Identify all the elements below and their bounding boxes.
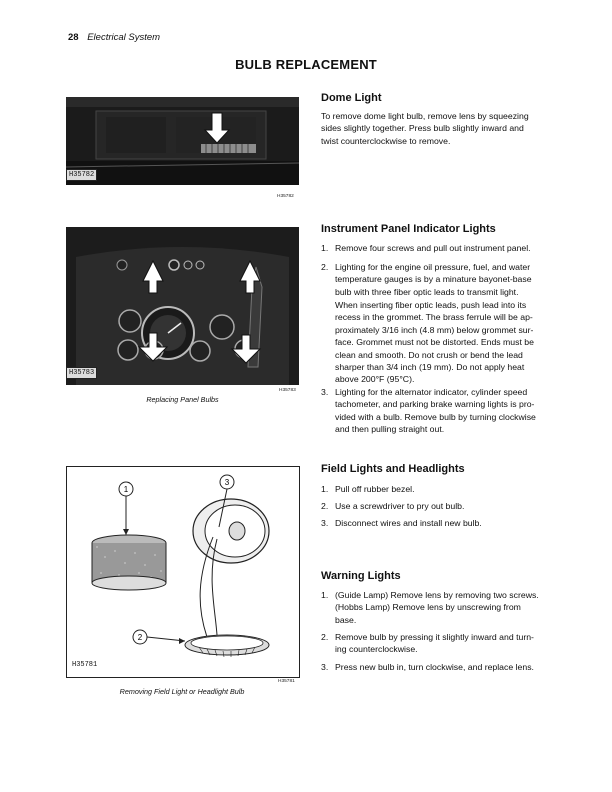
figure-id: H35782 (277, 194, 294, 199)
running-header (68, 32, 160, 43)
figure-badge: H35781 (72, 661, 98, 669)
figure-caption: Replacing Panel Bulbs (146, 395, 219, 404)
callout-2: 2 (137, 633, 143, 642)
note-line: face. Grommet must not be distorted. Ends must be (335, 337, 534, 348)
item-line: vided with a bulb. Remove bulb by turning clockwise (335, 411, 536, 422)
dome-light-illustration (66, 97, 299, 185)
headlight-illustration (67, 467, 299, 677)
figure-id: H35781 (278, 679, 295, 684)
instrument-heading: Instrument Panel Indicator Lights (321, 223, 496, 235)
figure-badge: H35782 (66, 169, 97, 181)
dome-light-photo (66, 97, 299, 185)
warning-lights-heading: Warning Lights (321, 570, 401, 582)
note-line: sharper than 3/4 inch (19 mm). Do not apply heat (335, 362, 525, 373)
note-line: clean and smooth. Do not crush or bend the lead (335, 349, 523, 360)
item-line: (Hobbs Lamp) Remove lens by unscrewing from (335, 602, 521, 613)
item-line: and then pulling straight out. (335, 424, 445, 435)
note-line: When inserting fiber optic leads, push lead into its (335, 300, 527, 310)
item-line: Lighting for the alternator indicator, cylinder speed (335, 387, 528, 397)
item-number: 1. (321, 590, 329, 600)
item-line: (Guide Lamp) Remove lens by removing two screws. (335, 590, 539, 600)
body-line: To remove dome light bulb, remove lens by squeezing (321, 111, 529, 121)
item-number: 2. (321, 262, 329, 272)
item-line: base. (335, 614, 357, 625)
page-title: BULB REPLACEMENT (235, 57, 377, 72)
item-line: Press new bulb in, turn clockwise, and replace lens. (335, 662, 534, 672)
figure-badge: H35783 (66, 367, 97, 379)
section-name: Electrical System (87, 32, 161, 43)
instrument-list (321, 242, 583, 442)
field-lights-list (321, 483, 583, 543)
warning-lights-list (321, 589, 583, 689)
item-number: 1. (321, 484, 329, 494)
item-line: Remove bulb by pressing it slightly inward and turn- (335, 632, 534, 642)
dome-light-body (321, 110, 583, 147)
item-line: temperature gauges is by a minature bayonet-base (335, 274, 532, 285)
callout-3: 3 (224, 478, 230, 487)
figure-caption: Removing Field Light or Headlight Bulb (119, 687, 245, 696)
dome-light-heading: Dome Light (321, 92, 382, 104)
instrument-panel-photo (66, 227, 299, 385)
note-line: proximately 3/16 inch (4.8 mm) below grommet sur- (335, 324, 534, 335)
item-line: tachometer, and parking brake warning lights is pro- (335, 399, 535, 410)
item-number: 1. (321, 243, 329, 253)
body-line: sides slightly together. Press bulb slightly inward and (321, 123, 524, 134)
item-number: 2. (321, 632, 329, 642)
item-line: Pull off rubber bezel. (335, 484, 415, 494)
figure-id: H35783 (279, 388, 296, 393)
headlight-drawing (66, 466, 300, 678)
item-number: 3. (321, 662, 329, 672)
note-line: recess in the grommet. The brass ferrule will be ap- (335, 312, 533, 323)
item-line: Lighting for the engine oil pressure, fuel, and water (335, 262, 531, 272)
item-line: Remove four screws and pull out instrument panel. (335, 243, 531, 253)
body-line: twist counterclockwise to remove. (321, 135, 451, 146)
item-line: ing counterclockwise. (335, 644, 418, 655)
item-number: 2. (321, 501, 329, 511)
note-line: above 200°F (95°C). (335, 374, 415, 385)
item-number: 3. (321, 518, 329, 528)
page-number: 28 (68, 32, 79, 43)
item-number: 3. (321, 387, 329, 397)
item-line: Use a screwdriver to pry out bulb. (335, 501, 465, 511)
item-line: Disconnect wires and install new bulb. (335, 518, 482, 528)
callout-1: 1 (123, 485, 129, 494)
field-lights-heading: Field Lights and Headlights (321, 463, 465, 475)
instrument-panel-illustration (66, 227, 299, 385)
item-line: bulb with three fiber optic leads to transmit light. (335, 286, 519, 297)
